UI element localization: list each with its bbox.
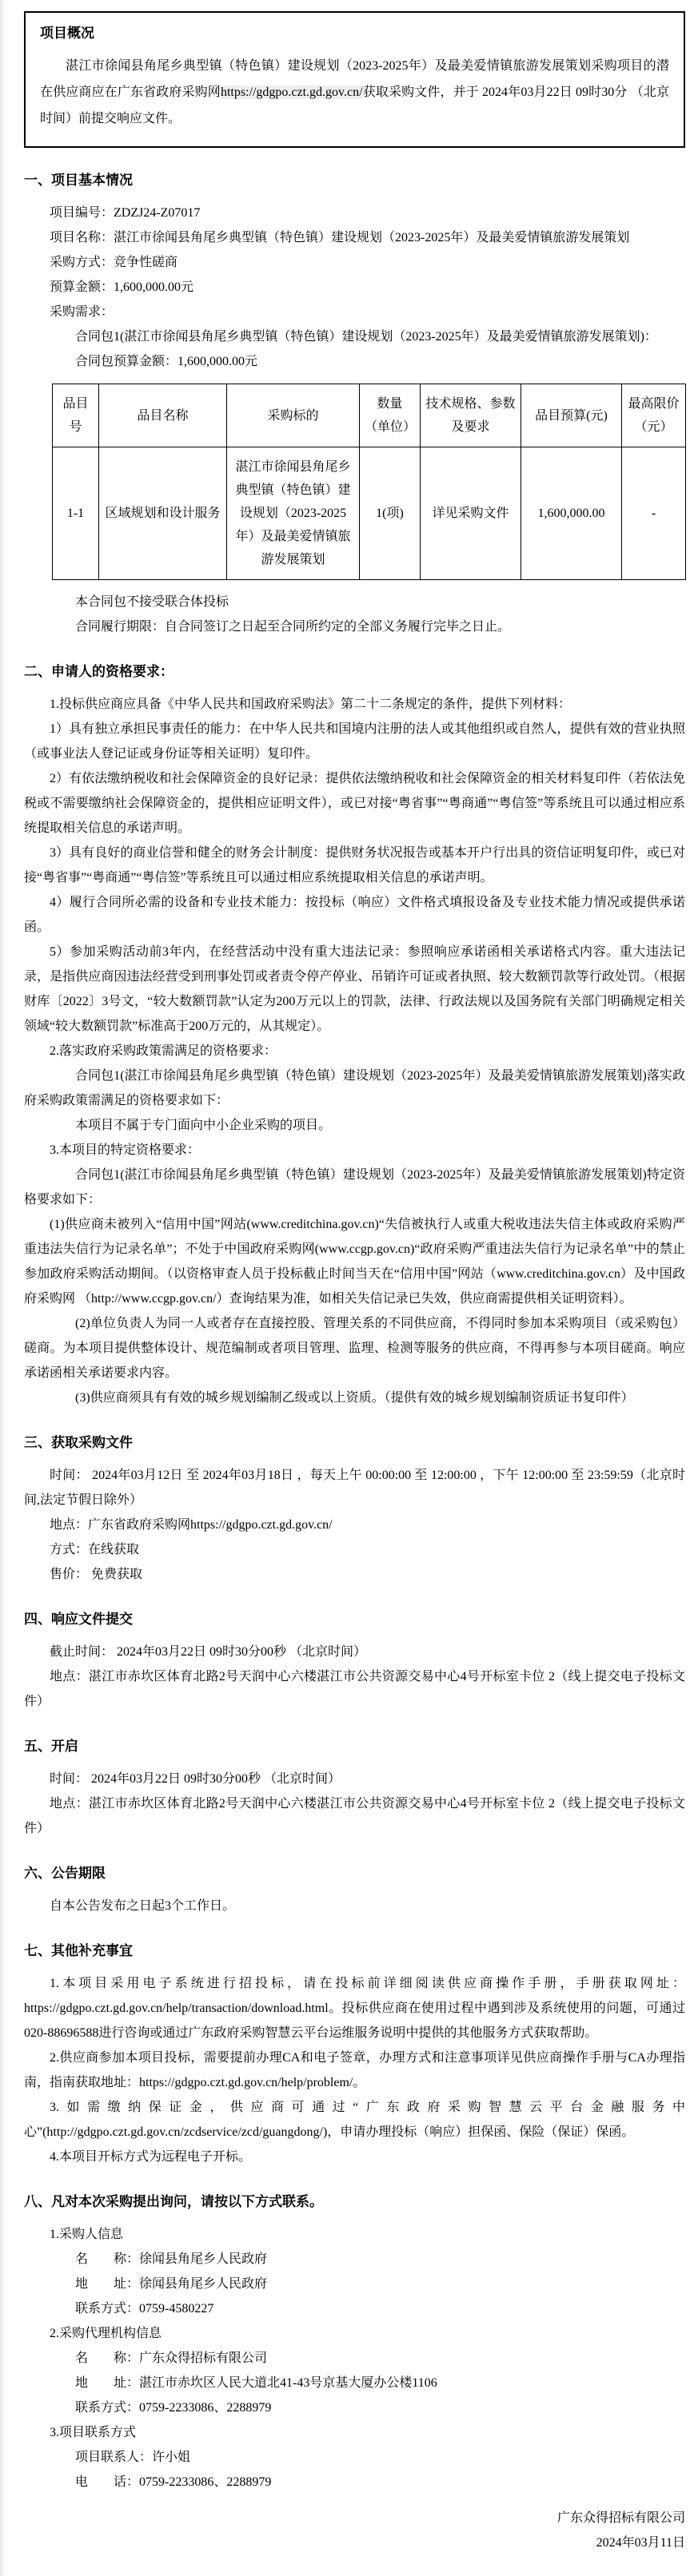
obtain-method: 方式：在线获取 bbox=[50, 1543, 140, 1556]
purchaser-name: 名 称：徐闻县角尾乡人民政府 bbox=[75, 2252, 268, 2266]
budget-amount: 预算金额：1,600,000.00元 bbox=[50, 280, 194, 294]
project-name: 项目名称：湛江市徐闻县角尾乡典型镇（特色镇）建设规划（2023-2025年）及最美爱情镇旅游发展策划 bbox=[50, 231, 630, 244]
paragraph: 4.本项目开标方式为远程电子开标。 bbox=[50, 2150, 252, 2164]
overview-text-before: 湛江市徐闻县角尾乡典型镇（特色镇）建设规划（2023-2025年）及最美爱情镇旅游发展策划采购项目的潜在供应商应在广东省政府采购网 bbox=[40, 59, 669, 99]
section-qualification bbox=[24, 662, 685, 1410]
col-header-specs: 技术规格、参数及要求 bbox=[421, 384, 521, 447]
paragraph: 3）具有良好的商业信誉和健全的财务会计制度：提供财务状况报告或基本开户行出具的资信证明复印件，或已对接“粤省事”“粤商通”“粤信签”等系统且可以通过相应系统提取相关信息的承诺声明。 bbox=[24, 846, 685, 885]
project-number: 项目编号：ZDZJ24-Z07017 bbox=[50, 206, 201, 220]
section-response-submission bbox=[24, 1609, 685, 1714]
submission-deadline: 截止时间： 2024年03月22日 09时30分00秒 （北京时间） bbox=[50, 1645, 367, 1659]
section-7-heading: 七、其他补充事宜 bbox=[24, 1943, 133, 1958]
no-consortium-note: 本合同包不接受联合体投标 bbox=[75, 595, 229, 609]
paragraph: 2）有依法缴纳税收和社会保障资金的良好记录：提供依法缴纳税收和社会保障资金的相关材料复印件（若依法免税或不需要缴纳社会保障资金的，提供相应证明文件），或已对接“粤省事”“粤商通”“粤信签”等系统且可以通过相应系统提取相关信息的承诺声明。 bbox=[24, 772, 685, 835]
contract-term-note: 合同履行期限：自合同签订之日起至合同所约定的全部义务履行完毕之日止。 bbox=[75, 620, 511, 634]
col-header-subject: 采购标的 bbox=[227, 384, 360, 447]
signature-company: 广东众得招标有限公司 bbox=[556, 2511, 685, 2525]
project-contact-person: 项目联系人：许小姐 bbox=[75, 2451, 191, 2464]
table-row bbox=[53, 447, 686, 580]
paragraph: 5）参加采购活动前3年内，在经营活动中没有重大违法记录：参照响应承诺函相关承诺格式内容。重大违法记录，是指供应商因违法经营受到刑事处罚或者责令停产停业、吊销许可证或者执照、较大数额罚款等行政处罚。（根据财库〔2022〕3号文，“较大数额罚款”认定为200万元以上的罚款，法律、行政法规以及国务院有关部门明确规定相关领域“较大数额罚款”标准高于200万元的，从其规定）。 bbox=[24, 945, 685, 1033]
overview-text-after: 获取采购文件，并于 2024年03月22日 09时30分 （北京时间）前提交响应文件。 bbox=[40, 85, 669, 125]
section-announcement-period bbox=[24, 1863, 685, 1918]
opening-location: 地点：湛江市赤坎区体育北路2号天润中心六楼湛江市公共资源交易中心4号开标室卡位 2（线上提交电子投标文件） bbox=[24, 1797, 685, 1835]
col-header-item-name: 品目名称 bbox=[99, 384, 227, 447]
cell-item-no: 1-1 bbox=[53, 447, 99, 580]
col-header-quantity: 数量（单位） bbox=[360, 384, 421, 447]
paragraph: 1）具有独立承担民事责任的能力：在中华人民共和国境内注册的法人或其他组织或自然人，提供有效的营业执照（或事业法人登记证或身份证等相关证明）复印件。 bbox=[24, 722, 685, 761]
section-2-heading: 二、申请人的资格要求： bbox=[24, 664, 174, 679]
section-3-heading: 三、获取采购文件 bbox=[24, 1435, 133, 1450]
cell-subject: 湛江市徐闻县角尾乡典型镇（特色镇）建设规划（2023-2025年）及最美爱情镇旅游发展策划 bbox=[227, 447, 360, 580]
table-header-row bbox=[53, 384, 686, 447]
procurement-items-table bbox=[52, 384, 686, 580]
section-5-heading: 五、开启 bbox=[24, 1739, 78, 1754]
paragraph: (3)供应商须具有有效的城乡规划编制乙级或以上资质。（提供有效的城乡规划编制资质证书复印件） bbox=[75, 1391, 634, 1405]
overview-text bbox=[40, 53, 669, 132]
cell-quantity: 1(项) bbox=[360, 447, 421, 580]
paragraph: 合同包1(湛江市徐闻县角尾乡典型镇（特色镇）建设规划（2023-2025年）及最美爱情镇旅游发展策划)落实政府采购政策需满足的资格要求如下： bbox=[24, 1069, 685, 1107]
cell-price-cap: - bbox=[622, 447, 686, 580]
section-opening bbox=[24, 1736, 685, 1841]
overview-title: 项目概况 bbox=[40, 26, 94, 41]
submission-location: 地点：湛江市赤坎区体育北路2号天润中心六楼湛江市公共资源交易中心4号开标室卡位 2（线上提交电子投标文件） bbox=[24, 1670, 685, 1708]
paragraph: 2.供应商参加本项目投标，需要提前办理CA和电子签章，办理方式和注意事项详见供应商操作手册与CA办理指南，指南获取地址：https://gdgpo.czt.gd.gov.cn/help/problem/。 bbox=[24, 2051, 685, 2089]
paragraph: 4）履行合同所必需的设备和专业技术能力：按投标（响应）文件格式填报设备及专业技术能力情况或提供承诺函。 bbox=[24, 896, 685, 934]
agency-name: 名 称：广东众得招标有限公司 bbox=[75, 2351, 268, 2365]
paragraph: (1)供应商未被列入“信用中国”网站(www.creditchina.gov.cn)“失信被执行人或重大税收违法失信主体或政府采购严重违法失信行为记录名单”；不处于中国政府采购网(www.ccgp.gov.cn)“政府采购严重违法失信行为记录名单”中的禁止参加政府采购活动期间。（以资格审查人员于投标截止时间当天在“信用中国”网站（www.creditchina.gov.cn）及中国政府采购网 （http://www.ccgp.gov.cn/）查询结果为准，如相关失信记录已失效，供应商需提供相关证明资料）。 bbox=[24, 1218, 685, 1306]
procurement-demand-label: 采购需求： bbox=[50, 305, 114, 319]
cell-budget: 1,600,000.00 bbox=[521, 447, 622, 580]
purchaser-info-label: 1.采购人信息 bbox=[50, 2228, 124, 2241]
section-1-heading: 一、项目基本情况 bbox=[24, 173, 133, 188]
paragraph: 3.本项目的特定资格要求： bbox=[50, 1143, 201, 1157]
section-basic-info bbox=[24, 170, 685, 639]
col-header-price-cap: 最高限价（元） bbox=[622, 384, 686, 447]
paragraph: 1.投标供应商应具备《中华人民共和国政府采购法》第二十二条规定的条件，提供下列材料： bbox=[50, 698, 572, 711]
procurement-method: 采购方式：竞争性磋商 bbox=[50, 256, 178, 269]
paragraph: 3.如需缴纳保证金，供应商可通过“广东政府采购智慧云平台金融服务中心”(http://gdgpo.czt.gd.gov.cn/zcdservice/zcd/guangdong/)，申请办理投标（响应）担保函、保险（保证）保函。 bbox=[24, 2101, 685, 2139]
purchaser-address: 地 址：徐闻县角尾乡人民政府 bbox=[75, 2277, 268, 2291]
project-overview-box bbox=[24, 11, 685, 148]
obtain-location: 地点：广东省政府采购网https://gdgpo.czt.gd.gov.cn/ bbox=[50, 1518, 333, 1532]
agency-address: 地 址：湛江市赤坎区人民大道北41-43号京基大厦办公楼1106 bbox=[75, 2376, 437, 2390]
section-supplementary bbox=[24, 1941, 685, 2169]
announcement-page bbox=[3, 0, 698, 2576]
project-contact-phone: 电 话：0759-2233086、2288979 bbox=[75, 2475, 272, 2489]
signature-date: 2024年03月11日 bbox=[596, 2536, 685, 2550]
opening-time: 时间： 2024年03月22日 09时30分00秒 （北京时间） bbox=[50, 1772, 341, 1786]
obtain-price: 售价： 免费获取 bbox=[50, 1568, 143, 1581]
contract-package-line: 合同包1(湛江市徐闻县角尾乡典型镇（特色镇）建设规划（2023-2025年）及最美爱情镇旅游发展策划)： bbox=[75, 330, 657, 344]
paragraph: 合同包1(湛江市徐闻县角尾乡典型镇（特色镇）建设规划（2023-2025年）及最美爱情镇旅游发展策划)特定资格要求如下： bbox=[24, 1168, 685, 1207]
section-8-heading: 八、凡对本次采购提出询问，请按以下方式联系。 bbox=[24, 2194, 323, 2209]
purchaser-phone: 联系方式：0759-4580227 bbox=[75, 2302, 214, 2316]
cell-specs: 详见采购文件 bbox=[421, 447, 521, 580]
section-6-heading: 六、公告期限 bbox=[24, 1866, 106, 1881]
contract-package-budget: 合同包预算金额：1,600,000.00元 bbox=[75, 355, 258, 368]
section-4-heading: 四、响应文件提交 bbox=[24, 1612, 133, 1627]
obtain-time: 时间： 2024年03月12日 至 2024年03月18日 ，每天上午 00:00:00 至 12:00:00 ，下午 12:00:00 至 23:59:59（北京时间,法定节假日除外） bbox=[24, 1469, 685, 1507]
agency-info-label: 2.采购代理机构信息 bbox=[50, 2327, 162, 2340]
paragraph: (2)单位负责人为同一人或者存在直接控股、管理关系的不同供应商，不得同时参加本采购项目（或采购包）磋商。为本项目提供整体设计、规范编制或者项目管理、监理、检测等服务的供应商，不得再参与本项目磋商。响应承诺函相关承诺要求内容。 bbox=[24, 1317, 685, 1380]
col-header-budget: 品目预算(元) bbox=[521, 384, 622, 447]
section-contacts bbox=[24, 2192, 685, 2495]
col-header-item-no: 品目号 bbox=[53, 384, 99, 447]
paragraph: 1.本项目采用电子系统进行招投标，请在投标前详细阅读供应商操作手册，手册获取网址：https://gdgpo.czt.gd.gov.cn/help/transaction/download.html。投标供应商在使用过程中遇到涉及系统使用的问题，可通过020-88696588进行咨询或通过广东政府采购智慧云平台运维服务说明中提供的其他服务方式获取帮助。 bbox=[24, 1977, 685, 2040]
cell-item-name: 区域规划和设计服务 bbox=[99, 447, 227, 580]
project-contact-label: 3.项目联系方式 bbox=[50, 2426, 137, 2439]
agency-phone: 联系方式：0759-2233086、2288979 bbox=[75, 2401, 272, 2415]
signature-block bbox=[24, 2506, 685, 2555]
section-obtain-documents bbox=[24, 1433, 685, 1587]
paragraph: 本项目不属于专门面向中小企业采购的项目。 bbox=[75, 1119, 332, 1132]
paragraph: 2.落实政府采购政策需满足的资格要求： bbox=[50, 1044, 277, 1058]
announcement-period-text: 自本公告发布之日起3个工作日。 bbox=[50, 1899, 236, 1913]
procurement-site-url: https://gdgpo.czt.gd.gov.cn/ bbox=[220, 85, 363, 99]
